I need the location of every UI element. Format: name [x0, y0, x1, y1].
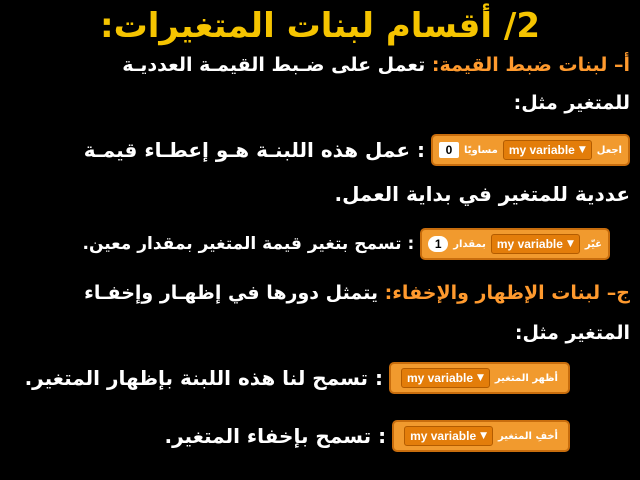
set-block-value[interactable]: 0	[439, 142, 459, 158]
section-a-heading	[10, 54, 630, 76]
set-block-variable-name: my variable	[508, 143, 575, 157]
chevron-down-icon: ▼	[578, 145, 586, 155]
chevron-down-icon: ▼	[566, 239, 574, 249]
set-variable-block[interactable]	[431, 134, 630, 166]
show-block-variable-dropdown[interactable]	[401, 368, 490, 388]
hide-block-desc: : تسمح بإخفاء المتغير.	[164, 424, 387, 448]
hide-block-variable-dropdown[interactable]	[404, 426, 493, 446]
section-c-text-2: المتغير مثل:	[514, 322, 630, 344]
hide-variable-block[interactable]	[392, 420, 570, 452]
chevron-down-icon: ▼	[480, 431, 488, 441]
change-block-by: بمقدار	[453, 238, 486, 250]
show-block-variable-name: my variable	[406, 371, 473, 385]
set-block-variable-dropdown[interactable]	[503, 140, 592, 160]
set-block-desc-1: : عمل هذه اللبنـة هـو إعطـاء قيمـة	[83, 138, 425, 162]
set-block-desc-2: عددية للمتغير في بداية العمل.	[334, 182, 630, 206]
chevron-down-icon: ▼	[477, 373, 484, 383]
hide-block-variable-name: my variable	[410, 429, 477, 443]
change-block-cmd: غيّر	[584, 238, 602, 250]
show-variable-block[interactable]	[389, 362, 570, 394]
hide-block-cmd: أخفِ المتغير	[498, 430, 558, 442]
section-c-text-1: يتمثل دورها في إظهـار وإخفـاء	[84, 282, 378, 304]
change-block-row	[10, 228, 610, 260]
section-a-text-2: للمتغير مثل:	[513, 92, 630, 114]
show-block-cmd: أظهر المتغير	[494, 372, 558, 384]
section-c-heading	[10, 282, 630, 304]
change-variable-block[interactable]	[420, 228, 610, 260]
change-block-variable-name: my variable	[496, 237, 563, 251]
set-block-cmd: اجعل	[596, 144, 622, 156]
change-block-variable-dropdown[interactable]	[491, 234, 580, 254]
change-block-desc: : تسمح بتغير قيمة المتغير بمقدار معين.	[82, 234, 415, 254]
set-block-equals: مساويًا	[463, 144, 498, 156]
show-block-desc: : تسمح لنا هذه اللبنة بإظهار المتغير.	[24, 366, 383, 390]
set-block-row	[10, 134, 630, 166]
section-c-label: ج– لبنات الإظهار والإخفاء:	[384, 282, 630, 304]
hide-block-row	[10, 420, 570, 452]
show-block-row	[10, 362, 570, 394]
change-block-value[interactable]: 1	[428, 236, 448, 252]
section-a-text-1: تعمل على ضـبط القيمـة العدديـة	[122, 54, 426, 76]
section-a-label: أ– لبنات ضبط القيمة:	[431, 54, 630, 76]
slide-title: 2/ أقسام لبنات المتغيرات:	[100, 6, 540, 46]
